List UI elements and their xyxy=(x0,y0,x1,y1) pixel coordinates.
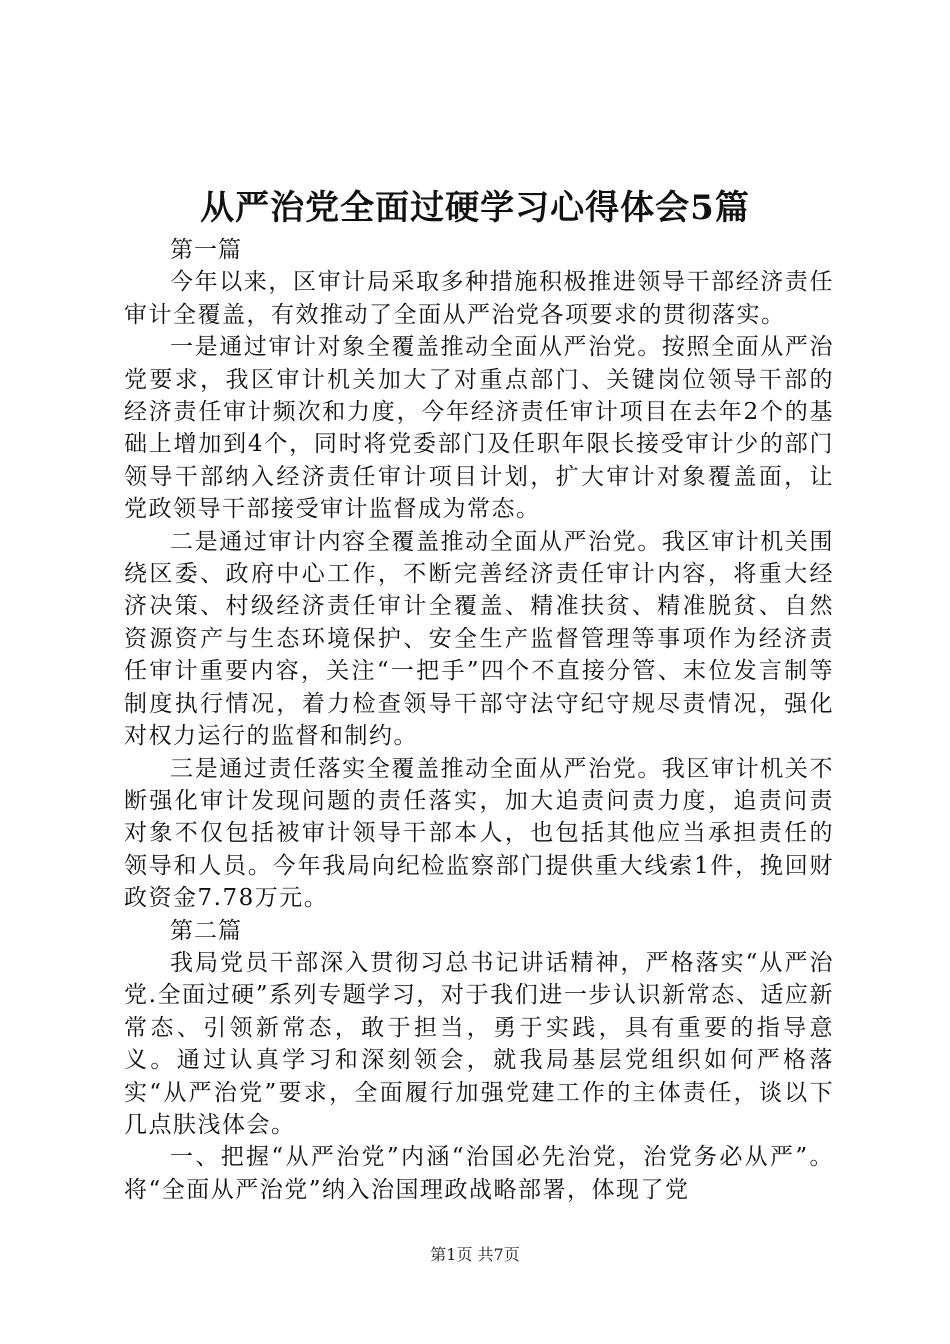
page-footer: 第1页 共7页 xyxy=(430,1245,520,1264)
paragraph: 二是通过审计内容全覆盖推动全面从严治党。我区审计机关围绕区委、政府中心工作，不断完善经济责任审计内容，将重大经济决策、村级经济责任审计全覆盖、精准扶贫、精准脱贫、自然资源资产与生态环境保护、安全生产监督管理等事项作为经济责任审计重要内容，关注“一把手”四个不直接分管、末位发言制等制度执行情况，着力检查领导干部守法守纪守规尽责情况，强化对权力运行的监督和制约。 xyxy=(124,528,834,750)
paragraph: 一是通过审计对象全覆盖推动全面从严治党。按照全面从严治党要求，我区审计机关加大了对重点部门、关键岗位领导干部的经济责任审计频次和力度，今年经济责任审计项目在去年2个的基础上增加到4个，同时将党委部门及任职年限长接受审计少的部门领导干部纳入经济责任审计项目计划，扩大审计对象覆盖面，让党政领导干部接受审计监督成为常态。 xyxy=(124,334,834,523)
section-heading-2: 第二篇 xyxy=(170,917,242,944)
document-body xyxy=(124,234,834,1206)
section-heading-1: 第一篇 xyxy=(170,237,242,263)
paragraph: 三是通过责任落实全覆盖推动全面从严治党。我区审计机关不断强化审计发现问题的责任落实，加大追责问责力度，追责问责对象不仅包括被审计领导干部本人，也包括其他应当承担责任的领导和人员。今年我局向纪检监察部门提供重大线索1件，挽回财政资金7.78万元。 xyxy=(124,755,834,912)
paragraph: 一、把握“从严治党”内涵“治国必先治党，治党务必从严”。将“全面从严治党”纳入治国理政战略部署，体现了党 xyxy=(124,1144,834,1203)
document-title: 从严治党全面过硬学习心得体会5篇 xyxy=(200,188,750,228)
paragraph: 今年以来，区审计局采取多种措施积极推进领导干部经济责任审计全覆盖，有效推动了全面从严治党各项要求的贯彻落实。 xyxy=(124,269,834,328)
paragraph: 我局党员干部深入贯彻习总书记讲话精神，严格落实“从严治党.全面过硬”系列专题学习，对于我们进一步认识新常态、适应新常态、引领新常态，敢于担当，勇于实践，具有重要的指导意义。通过认真学习和深刻领会，就我局基层党组织如何严格落实“从严治党”要求，全面履行加强党建工作的主体责任，谈以下几点肤浅体会。 xyxy=(124,949,834,1138)
